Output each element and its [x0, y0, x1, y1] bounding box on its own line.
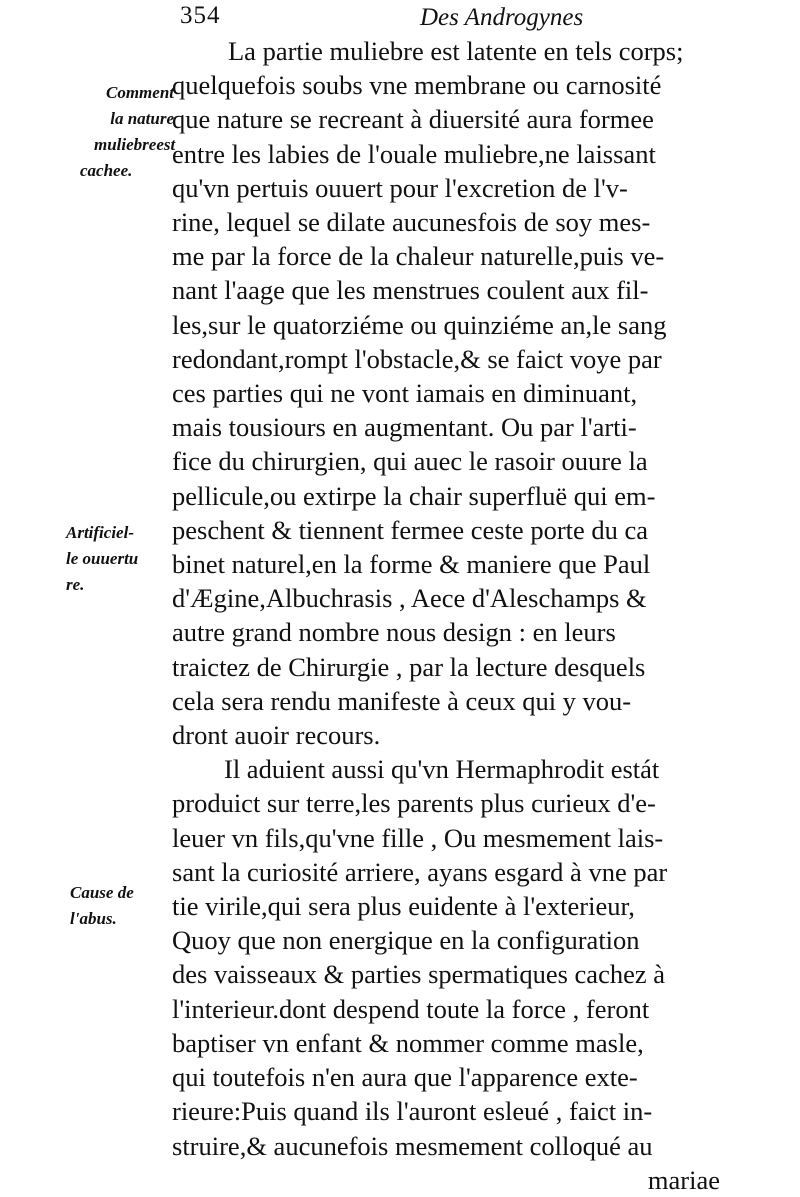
text-line: Il aduient aussi qu'vn Hermaphrodit estát [224, 754, 660, 785]
text-line: me par la force de la chaleur naturelle,puis ve- [172, 241, 665, 272]
text-line: entre les labies de l'ouale muliebre,ne laissant [172, 138, 656, 169]
text-line: nant l'aage que les menstrues coulent aux fil- [172, 275, 649, 306]
text-line: dront auoir recours. [172, 720, 381, 751]
text-line: que nature se recreant à diuersité aura formee [172, 104, 654, 135]
text-line: autre grand nombre nous design : en leurs [172, 617, 616, 648]
text-line: rieure:Puis quand ils l'auront esleué , faict in- [172, 1096, 653, 1127]
text-line: d'Ægine,Albuchrasis , Aece d'Aleschamps & [172, 583, 647, 614]
text-line: peschent & tiennent fermee ceste porte du ca [172, 514, 649, 545]
margin-note-line: le ouuertu [66, 549, 139, 568]
margin-note-line: muliebreest [94, 135, 176, 154]
text-line: sant la curiosité arriere, ayans esgard à vne par [172, 856, 668, 887]
catchword: mariae [647, 1164, 720, 1195]
text-line: ces parties qui ne vont iamais en diminuant, [172, 378, 638, 409]
text-line: des vaisseaux & parties spermatiques cachez à [172, 959, 665, 990]
text-line: l'interieur.dont despend toute la force , feront [172, 993, 650, 1024]
page-number: 354 [180, 2, 221, 29]
text-line: La partie muliebre est latente en tels corps; [228, 36, 684, 66]
paragraph-2 [172, 752, 760, 1162]
margin-note-line: Comment [105, 83, 174, 102]
margin-note-line: Cause de [70, 883, 134, 902]
text-line: tie virile,qui sera plus euidente à l'exterieur, [172, 891, 635, 922]
text-line: produict sur terre,les parents plus curieux d'e- [172, 788, 656, 819]
text-line: redondant,rompt l'obstacle,& se faict voye par [172, 343, 662, 374]
text-line: mais tousiours en augmentant. Ou par l'arti- [172, 412, 637, 443]
margin-note-nature [80, 80, 176, 184]
margin-note-line: l'abus. [70, 909, 117, 928]
text-line: quelquefois soubs vne membrane ou carnosité [172, 70, 662, 101]
margin-note-line: Artificiel- [66, 523, 134, 542]
margin-note-line: la nature [110, 109, 174, 128]
paragraph-1 [172, 34, 760, 752]
running-title: Des Androgynes [420, 4, 584, 31]
body-text [172, 34, 760, 1197]
margin-note-artificial [66, 520, 138, 598]
text-line: Quoy que non energique en la configuration [172, 925, 640, 956]
text-line: fice du chirurgien, qui auec le rasoir ouure la [172, 446, 648, 477]
text-line: binet naturel,en la forme & maniere que Paul [172, 549, 651, 580]
text-line: qui toutefois n'en aura que l'apparence exte- [172, 1062, 638, 1093]
text-line: rine, lequel se dilate aucunesfois de soy mes- [172, 207, 651, 238]
margin-note-abuse [70, 880, 134, 932]
text-line: struire,& aucunefois mesmement colloqué au [172, 1130, 653, 1161]
text-line: traictez de Chirurgie , par la lecture desquels [172, 651, 646, 682]
margin-note-line: re. [66, 575, 85, 594]
text-line: leuer vn fils,qu'vne fille , Ou mesmement lais- [172, 822, 664, 853]
text-line: cela sera rendu manifeste à ceux qui y vou- [172, 685, 632, 716]
page-header [0, 0, 800, 36]
text-line: baptiser vn enfant & nommer comme masle, [172, 1027, 644, 1058]
text-line: qu'vn pertuis ouuert pour l'excretion de l'v- [172, 172, 628, 203]
margin-note-line: cachee. [80, 161, 133, 180]
text-line: pellicule,ou extirpe la chair superfluë qui em- [172, 480, 656, 511]
text-line: les,sur le quatorziéme ou quinziéme an,le sang [172, 309, 667, 340]
